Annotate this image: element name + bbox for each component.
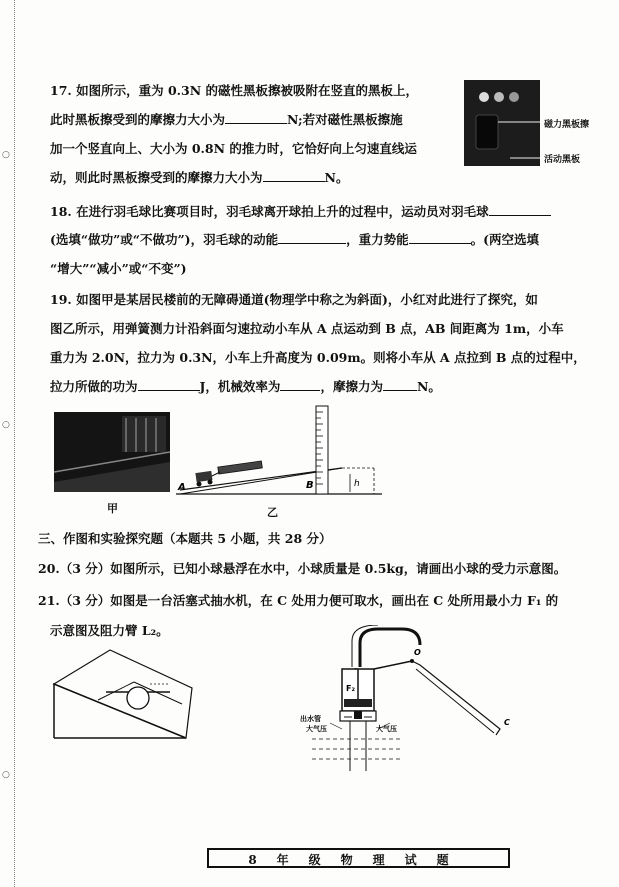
- q17-text: 动，则此时黑板擦受到的摩擦力大小为: [50, 170, 263, 185]
- q18-line-1: [50, 204, 551, 220]
- suspended-ball-diagram: [50, 648, 195, 743]
- label-magnetic-eraser: 磁力黑板擦: [544, 120, 590, 130]
- label-movable-board: 活动黑板: [544, 155, 581, 165]
- q18-line-2: [50, 232, 539, 248]
- answer-blank[interactable]: [225, 123, 287, 124]
- label-O: O: [414, 648, 421, 657]
- label-A: A: [178, 482, 186, 493]
- q19-line-1: 19. 如图甲是某居民楼前的无障碍通道(物理学中称之为斜面)，小红对此进行了探究，如: [50, 292, 538, 307]
- q17-line-3: 加一个竖直向上、大小为 0.8N 的推力时，它恰好向上匀速直线运: [50, 141, 417, 156]
- page-footer: [207, 848, 510, 868]
- q17-text: N。: [324, 170, 349, 185]
- q19-text: ，摩擦力为: [320, 379, 383, 394]
- q19-text: N。: [416, 379, 441, 394]
- answer-blank[interactable]: [489, 215, 551, 216]
- answer-blank[interactable]: [280, 390, 320, 391]
- answer-blank[interactable]: [409, 243, 471, 244]
- answer-blank[interactable]: [278, 243, 346, 244]
- answer-blank[interactable]: [138, 390, 200, 391]
- q17-text: 此时黑板擦受到的摩擦力大小为: [50, 112, 226, 127]
- label-figure-jia: 甲: [107, 502, 118, 515]
- incline-experiment-diagram: [174, 402, 386, 502]
- q18-text: 18. 在进行羽毛球比赛项目时，羽毛球离开球拍上升的过程中，运动员对羽毛球: [50, 204, 489, 219]
- footer-title: 8年级物理试题: [248, 853, 469, 867]
- label-atm-pressure-left: 大气压: [306, 725, 327, 733]
- q18-text: (选填“做功”或“不做功”)，羽毛球的动能: [50, 232, 279, 247]
- label-F2: F₂: [346, 684, 355, 693]
- q21-line-2: 示意图及阻力臂 L₂。: [50, 623, 169, 638]
- q21-line-1: 21.（3 分）如图是一台活塞式抽水机，在 C 处用力便可取水，画出在 C 处所用最小力 F₁ 的: [38, 593, 559, 608]
- q19-text: J，机械效率为: [199, 379, 281, 394]
- label-figure-yi: 乙: [267, 506, 278, 519]
- q18-line-3: “增大”“减小”或“不变”): [50, 261, 187, 276]
- binding-margin: [0, 0, 15, 887]
- q20-line-1: 20.（3 分）如图所示，已知小球悬浮在水中，小球质量是 0.5kg，请画出小球的受力示意图。: [38, 561, 567, 576]
- eraser-illustration: [464, 80, 540, 166]
- piston-pump-diagram: [282, 625, 532, 773]
- q19-line-3: 重力为 2.0N，拉力为 0.3N，小车上升高度为 0.09m。则将小车从 A 点拉到 B 点的过程中，: [50, 350, 586, 365]
- accessible-ramp-photo: [54, 412, 170, 492]
- ramp-photo-illustration: [54, 412, 170, 492]
- margin-mark: ○: [2, 770, 10, 780]
- margin-mark: ○: [2, 150, 10, 160]
- q17-text: N;若对磁性黑板擦施: [287, 112, 403, 127]
- q18-text: ，重力势能: [346, 232, 409, 247]
- q18-text: 。(两空选填: [470, 232, 540, 247]
- q17-line-2: [50, 112, 403, 128]
- answer-blank[interactable]: [383, 390, 417, 391]
- label-h: h: [354, 479, 360, 489]
- label-outlet-pipe: 出水管: [300, 715, 321, 723]
- label-B: B: [306, 480, 314, 491]
- answer-blank[interactable]: [263, 181, 325, 182]
- q17-line-4: [50, 170, 348, 186]
- label-atm-pressure-right: 大气压: [376, 725, 397, 733]
- section-3-heading: 三、作图和实验探究题（本题共 5 小题，共 28 分）: [38, 531, 332, 546]
- q19-line-4: [50, 379, 441, 395]
- q17-line-1: 17. 如图所示，重为 0.3N 的磁性黑板擦被吸附在竖直的黑板上，: [50, 83, 418, 98]
- label-C: C: [504, 718, 510, 727]
- q19-text: 拉力所做的功为: [50, 379, 138, 394]
- blackboard-eraser-photo: [464, 80, 540, 166]
- q19-line-2: 图乙所示，用弹簧测力计沿斜面匀速拉动小车从 A 点运动到 B 点，AB 间距离为 1m，小车: [50, 321, 564, 336]
- margin-mark: ○: [2, 420, 10, 430]
